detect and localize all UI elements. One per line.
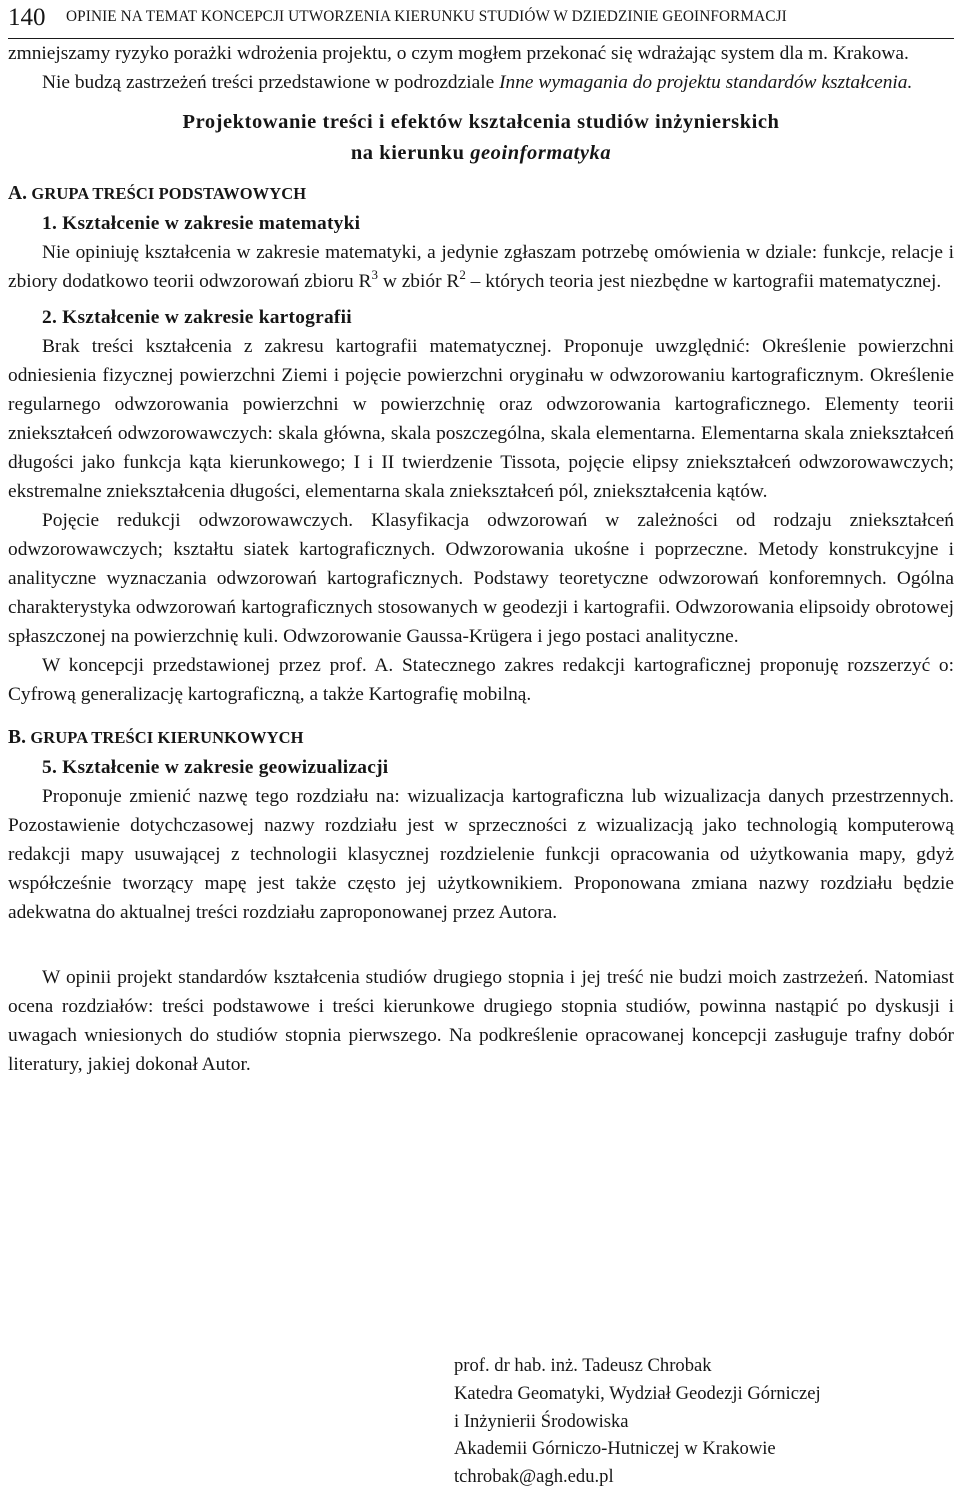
section-title-line-2-text: na kierunku bbox=[350, 142, 471, 164]
group-b-letter: B. bbox=[8, 727, 27, 748]
section-title-line-2 bbox=[8, 138, 954, 169]
item-2-heading: 2. Kształcenie w zakresie kartografii bbox=[42, 307, 352, 328]
group-a-letter: A. bbox=[8, 183, 28, 204]
signature-name: prof. dr hab. inż. Tadeusz Chrobak bbox=[454, 1355, 712, 1376]
section-title bbox=[8, 107, 954, 169]
item-1-text-end: – których teoria jest niezbędne w kartografii matematycznej. bbox=[465, 271, 942, 292]
signature-block bbox=[454, 1352, 821, 1491]
group-b-heading bbox=[8, 725, 954, 751]
group-a-heading bbox=[8, 181, 954, 207]
intro-paragraph-2-text: Nie budzą zastrzeżeń treści przedstawione w podrozdziale bbox=[42, 72, 500, 93]
item-2-paragraph-1: Brak treści kształcenia z zakresu kartografii matematycznej. Proponuje uwzględnić: Określenie powierzchni odniesienia fizycznej powierzchni Ziemi i pojęcie powierzchni oryginału w odwzorowaniu kartograficznym. Określenie regularnego odwzorowania powierzchni w powierzchnię oraz odwzorowania kartograficznego. Elementy teorii zniekształceń odwzorowawczych: skala główna, skala poszczególna, skala elementarna. Elementarna skala zniekształceń długości jako funkcja kąta kierunkowego; I i II twierdzenie Tissota, pojęcie elipsy zniekształceń odwzorowawczych; ekstremalne zniekształcenia długości, elementarna skala zniekształceń pól, zniekształcenia kątów. bbox=[8, 336, 954, 502]
intro-paragraph-2-italic: Inne wymagania do projektu standardów kształcenia. bbox=[499, 72, 913, 93]
group-b-title: GRUPA TREŚCI KIERUNKOWYCH bbox=[30, 728, 304, 747]
signature-email: tchrobak@agh.edu.pl bbox=[454, 1466, 614, 1488]
document-page bbox=[8, 0, 954, 1079]
page-header bbox=[8, 0, 954, 39]
item-1-paragraph bbox=[8, 238, 954, 297]
page-content bbox=[8, 39, 954, 1079]
running-head: OPINIE NA TEMAT KONCEPCJI UTWORZENIA KIERUNKU STUDIÓW W DZIEDZINIE GEOINFORMACJI bbox=[66, 8, 787, 25]
item-1-text-mid: w zbiór R bbox=[378, 271, 460, 292]
item-2-paragraph-2: Pojęcie redukcji odwzorowawczych. Klasyfikacja odwzorowań w zależności od rodzaju zniekształceń odwzorowawczych; kształtu siatek kartograficznych. Odwzorowania ukośne i poprzeczne. Metody konstrukcyjne i analityczne wyznaczania odwzorowań kartograficznych. Podstawy teoretyczne odwzorowań konforemnych. Ogólna charakterystyka odwzorowań kartograficznych stosowanych w geodezji i kartografii. Odwzorowania elipsoidy obrotowej spłaszczonej na powierzchnię kuli. Odwzorowanie Gaussa-Krügera i jego postaci analityczne. bbox=[8, 510, 954, 647]
intro-paragraph-1: zmniejszamy ryzyko porażki wdrożenia projektu, o czym mogłem przekonać się wdrażając system dla m. Krakowa. bbox=[8, 43, 909, 64]
conclusion-paragraph: W opinii projekt standardów kształcenia studiów drugiego stopnia i jej treść nie budzi moich zastrzeżeń. Natomiast ocena rozdziałów: treści podstawowe i treści kierunkowe drugiego stopnia studiów, powinna nastąpić po dyskusji i uwagach wniesionych do studiów stopnia pierwszego. Na podkreślenie opracowanej koncepcji zasługuje trafny dobór literatury, jakiej dokonał Autor. bbox=[8, 967, 954, 1075]
signature-affiliation-3: Akademii Górniczo-Hutniczej w Krakowie bbox=[454, 1438, 776, 1460]
page-number: 140 bbox=[8, 4, 46, 31]
section-title-line-1: Projektowanie treści i efektów kształcenia studiów inżynierskich bbox=[182, 111, 780, 133]
signature-affiliation-1: Katedra Geomatyki, Wydział Geodezji Górniczej bbox=[454, 1382, 821, 1404]
item-2-paragraph-3: W koncepcji przedstawionej przez prof. A. Statecznego zakres redakcji kartograficznej proponuję rozszerzyć o: Cyfrową generalizację kartograficzną, a także Kartografię mobilną. bbox=[8, 655, 954, 705]
item-1-text-start: Nie opiniuję kształcenia w zakresie matematyki, a jedynie zgłaszam potrzebę omówienia w dziale: funkcje, relacje i zbiory dodatkowo teorii odwzorowań zbioru R bbox=[8, 242, 954, 292]
item-1-superscript-3: 3 bbox=[371, 267, 378, 282]
item-1-superscript-2: 2 bbox=[459, 267, 466, 282]
section-title-line-2-italic: geoinformatyka bbox=[470, 142, 612, 164]
item-5-heading: 5. Kształcenie w zakresie geowizualizacji bbox=[42, 757, 389, 778]
item-1-heading: 1. Kształcenie w zakresie matematyki bbox=[42, 213, 361, 234]
group-a-title: GRUPA TREŚCI PODSTAWOWYCH bbox=[31, 184, 307, 203]
signature-affiliation-2: i Inżynierii Środowiska bbox=[454, 1410, 629, 1432]
intro-paragraph-2 bbox=[8, 68, 954, 97]
item-5-paragraph: Proponuje zmienić nazwę tego rozdziału na: wizualizacja kartograficzna lub wizualizacja danych przestrzennych. Pozostawienie dotychczasowej nazwy rozdziału jest w sprzeczności z wizualizacją jako technologią komputerową redakcji mapy usuwającej z technologii klasycznej rozdzielenie funkcji opracowania od użytkowania mapy, gdyż współcześnie tworzący mapę jest także często jej użytkownikiem. Proponowana zmiana nazwy rozdziału będzie adekwatna do aktualnej treści rozdziału zaproponowanej przez Autora. bbox=[8, 786, 954, 923]
